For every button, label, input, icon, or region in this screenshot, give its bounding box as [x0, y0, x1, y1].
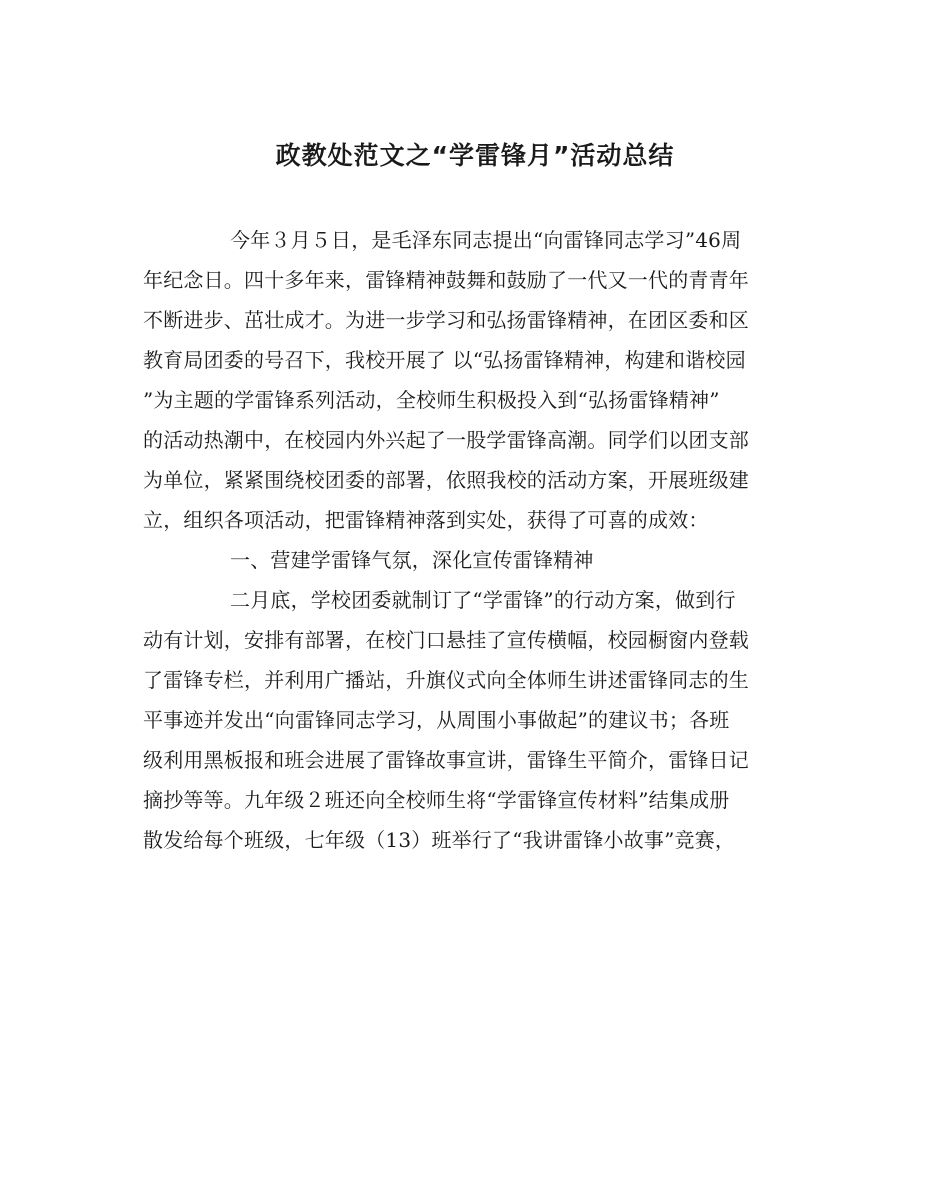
- paragraph-line: 的活动热潮中，在校园内外兴起了一股学雷锋高潮。同学们以团支部: [143, 428, 749, 452]
- paragraph-line: ”为主题的学雷锋系列活动，全校师生积极投入到“弘扬雷锋精神”: [143, 388, 720, 412]
- paragraph-line: 平事迹并发出“向雷锋同志学习，从周围小事做起”的建议书；各班: [143, 708, 730, 732]
- paragraph-line: 立，组织各项活动，把雷锋精神落到实处，获得了可喜的成效：: [143, 508, 709, 532]
- paragraph-line: 年纪念日。四十多年来，雷锋精神鼓舞和鼓励了一代又一代的青青年: [143, 268, 749, 292]
- section-heading: 一、营建学雷锋气氛，深化宣传雷锋精神: [230, 548, 594, 572]
- paragraph-line: 今年３月５日，是毛泽东同志提出“向雷锋同志学习”46周: [230, 228, 742, 252]
- paragraph-line: 教育局团委的号召下，我校开展了 以“弘扬雷锋精神，构建和谐校园: [143, 348, 746, 372]
- paragraph-line: 摘抄等等。九年级２班还向全校师生将“学雷锋宣传材料”结集成册: [143, 788, 730, 812]
- paragraph-line: 二月底，学校团委就制订了“学雷锋”的行动方案，做到行: [230, 588, 736, 612]
- paragraph-line: 级利用黑板报和班会进展了雷锋故事宣讲，雷锋生平简介，雷锋日记: [143, 748, 749, 772]
- document-title: 政教处范文之“学雷锋月”活动总结: [275, 141, 675, 170]
- paragraph-line: 为单位，紧紧围绕校团委的部署，依照我校的活动方案，开展班级建: [143, 468, 749, 492]
- document-body: [143, 220, 808, 860]
- paragraph-line: 动有计划，安排有部署，在校门口悬挂了宣传横幅，校园橱窗内登载: [143, 628, 749, 652]
- paragraph-line: 了雷锋专栏，并利用广播站，升旗仪式向全体师生讲述雷锋同志的生: [143, 668, 749, 692]
- paragraph-line: 不断进步、茁壮成才。为进一步学习和弘扬雷锋精神，在团区委和区: [143, 308, 749, 332]
- paragraph-line: 散发给每个班级，七年级（13）班举行了“我讲雷锋小故事”竞赛，: [143, 828, 736, 852]
